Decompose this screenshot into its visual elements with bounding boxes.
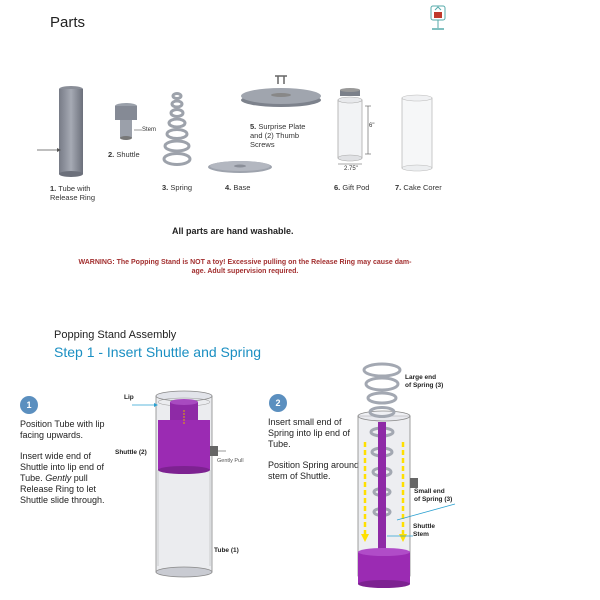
step-2-instructions: Insert small end of Spring into lip end of Tube. Position Spring around stem of Shuttle. bbox=[268, 417, 360, 481]
assembly-page bbox=[0, 318, 600, 600]
part-label-gift-pod: 6. Gift Pod bbox=[334, 183, 370, 192]
part-label-spring: 3. Spring bbox=[162, 183, 193, 192]
surprise-plate-part-illustration bbox=[238, 72, 326, 112]
step-title: Step 1 - Insert Shuttle and Spring bbox=[54, 344, 262, 360]
small-end-pointer-line-icon bbox=[395, 500, 457, 524]
step-2-illustration bbox=[348, 362, 420, 594]
lip-pointer-arrow-icon bbox=[130, 400, 160, 410]
spring-part-illustration bbox=[160, 90, 194, 172]
callout-shuttle: Shuttle (2) bbox=[115, 449, 147, 456]
part-label-tube: 1. Tube with Release Ring bbox=[50, 184, 96, 202]
page-title: Parts bbox=[50, 14, 86, 31]
step-1-badge: 1 bbox=[20, 396, 38, 414]
dim-width-label: 2.75" bbox=[344, 166, 358, 172]
part-label-cake-corer: 7. Cake Corer bbox=[395, 183, 442, 192]
dim-height-label: 6" bbox=[369, 123, 375, 129]
warning-text: WARNING: The Popping Stand is NOT a toy! Excessive pulling on the Release Ring may cause dam- age. Adult supervision required. bbox=[78, 259, 412, 275]
base-part-illustration bbox=[205, 158, 275, 178]
shuttle-stem-pointer-line-icon bbox=[385, 530, 415, 540]
parts-page bbox=[0, 0, 470, 290]
callout-shuttle-stem: Shuttle Stem bbox=[413, 523, 436, 538]
gift-pod-part-illustration bbox=[334, 88, 384, 170]
callout-gently-pull: Gently Pull bbox=[217, 458, 244, 464]
shuttle-part-illustration bbox=[108, 100, 163, 150]
part-label-base: 4. Base bbox=[225, 183, 251, 192]
callout-large-end: Large end of Spring (3) bbox=[405, 374, 444, 389]
cake-stand-logo-icon bbox=[428, 4, 448, 34]
washable-note: All parts are hand washable. bbox=[172, 226, 294, 236]
cake-corer-part-illustration bbox=[398, 94, 438, 174]
callout-small-end: Small end of Spring (3) bbox=[414, 488, 453, 503]
part-label-surprise-plate: 5. Surprise Plate and (2) Thumb Screws bbox=[250, 122, 306, 149]
stem-label: Stem bbox=[142, 127, 157, 133]
callout-tube: Tube (1) bbox=[214, 547, 239, 554]
tube-part-illustration bbox=[35, 84, 90, 184]
assembly-subtitle: Popping Stand Assembly bbox=[54, 329, 177, 341]
step-2-badge: 2 bbox=[269, 394, 287, 412]
part-label-shuttle: 2. Shuttle bbox=[108, 150, 140, 159]
callout-lip: Lip bbox=[124, 394, 134, 401]
step-1-instructions: Position Tube with lip facing upwards. Insert wide end of Shuttle into lip end of Tube. Gently pull Release Ring to let Shuttle slide through. bbox=[20, 419, 105, 505]
